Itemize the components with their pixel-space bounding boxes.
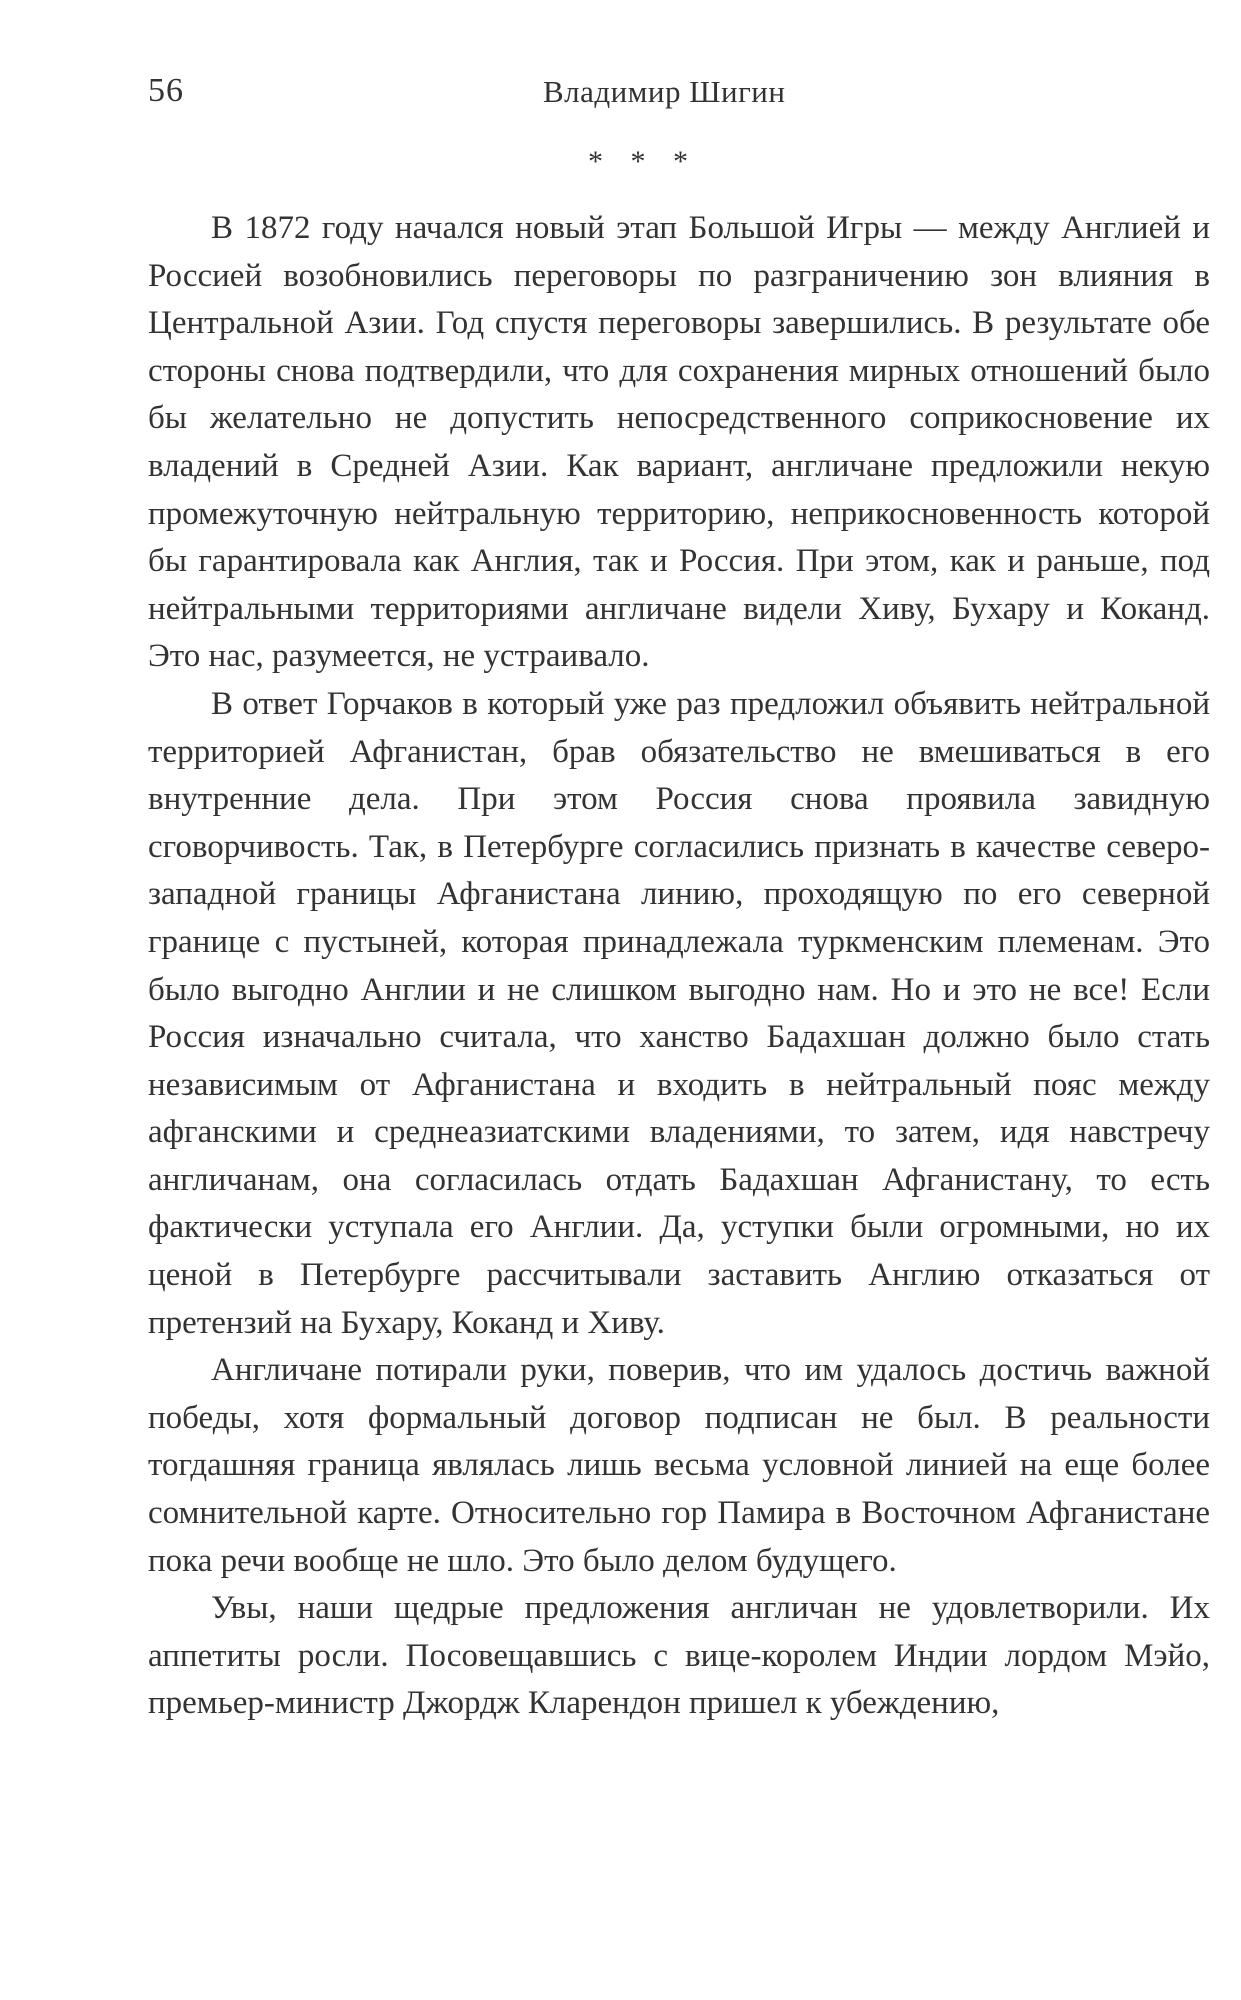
paragraph: Англичане потирали руки, поверив, что им удалось достичь важной победы, хотя формальный договор подписан не был. В реальности тогдашняя граница являлась лишь весьма условной линией на еще более сомнительной карте. Относительно гор Памира в Восточном Афганистане пока речи вообще не шло. Это было делом будущего.	[148, 1352, 1210, 1579]
body-text	[148, 205, 1210, 1728]
running-head	[148, 72, 1208, 122]
running-head-author: Владимир Шигин	[543, 74, 786, 109]
paragraph: В ответ Горчаков в который уже раз предложил объявить нейтральной территорией Афганистан, брав обязательство не вмешиваться в его внутренние дела. При этом Россия снова проявила завидную сговорчивость. Так, в Петербурге согласились признать в качестве северо-западной границы Афганистана линию, проходящую по его северной границе с пустыней, которая принадлежала туркменским племенам. Это было выгодно Англии и не слишком выгодно нам. Но и это не все! Если Россия изначально считала, что ханство Бадахшан должно было стать независимым от Афганистана и входить в нейтральный пояс между афганскими и среднеазиатскими владениями, то затем, идя навстречу англичанам, она согласилась отдать Бадахшан Афганистану, то есть фактически уступала его Англии. Да, уступки были огромными, но их ценой в Петербурге рассчитывали заставить Англию отказаться от претензий на Бухару, Коканд и Хиву.	[148, 685, 1210, 1341]
paragraph: Увы, наши щедрые предложения англичан не удовлетворили. Их аппетиты росли. Посовещавшись с вице-королем Индии лордом Мэйо, премьер-министр Джордж Кларендон пришел к убеждению,	[148, 1590, 1210, 1722]
page-number: 56	[148, 72, 184, 109]
section-separator: * * *	[588, 145, 698, 178]
paragraph: В 1872 году начался новый этап Большой Игры — между Англией и Россией возобновились переговоры по разграничению зон влияния в Центральной Азии. Год спустя переговоры завершились. В результате обе стороны снова подтвердили, что для сохранения мирных отношений было бы желательно не допустить непосредственного соприкосновение их владений в Средней Азии. Как вариант, англичане предложили некую промежуточную нейтральную территорию, неприкосновенность которой бы гарантировала как Англия, так и Россия. При этом, как и раньше, под нейтральными территориями англичане видели Хиву, Бухару и Коканд. Это нас, разумеется, не устраивало.	[148, 210, 1210, 675]
